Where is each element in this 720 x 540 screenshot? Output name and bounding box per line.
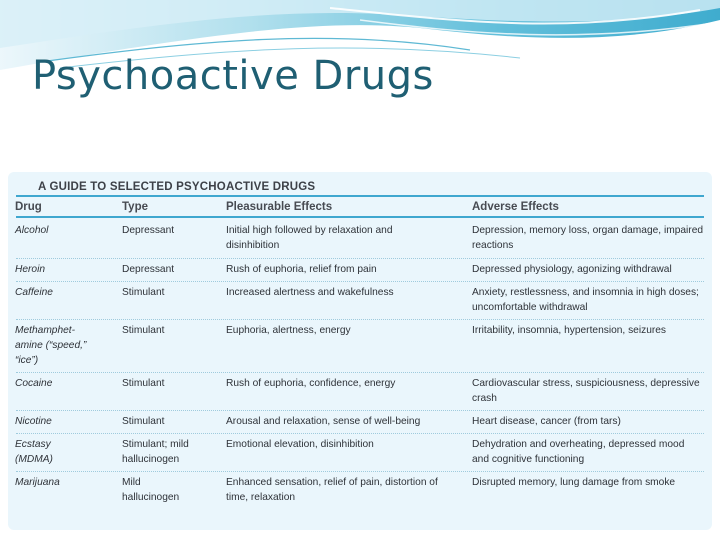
row-divider bbox=[16, 281, 704, 282]
cell-type: Stimulant bbox=[122, 325, 165, 336]
row-divider bbox=[16, 319, 704, 320]
cell-pleasurable-effects: Enhanced sensation, relief of pain, distortion of time, relaxation bbox=[226, 477, 438, 503]
cell-drug: Methamphet- amine (“speed,” “ice”) bbox=[15, 325, 87, 366]
cell-pleasurable-effects: Emotional elevation, disinhibition bbox=[226, 439, 374, 450]
cell-drug: Heroin bbox=[15, 264, 46, 275]
column-header-type: Type bbox=[122, 201, 148, 213]
cell-type: Depressant bbox=[122, 225, 175, 236]
cell-drug: Marijuana bbox=[15, 477, 60, 488]
row-divider bbox=[16, 372, 704, 373]
cell-pleasurable-effects: Rush of euphoria, relief from pain bbox=[226, 264, 377, 275]
cell-adverse-effects: Dehydration and overheating, depressed mood and cognitive functioning bbox=[472, 439, 685, 465]
cell-type: Stimulant bbox=[122, 416, 165, 427]
cell-adverse-effects: Irritability, insomnia, hypertension, seizures bbox=[472, 325, 667, 336]
cell-drug: Cocaine bbox=[15, 378, 53, 389]
row-divider bbox=[16, 471, 704, 472]
cell-drug: Nicotine bbox=[15, 416, 52, 427]
drug-table bbox=[8, 172, 712, 530]
cell-pleasurable-effects: Euphoria, alertness, energy bbox=[226, 325, 351, 336]
cell-drug: Caffeine bbox=[15, 287, 53, 298]
cell-type: Stimulant; mild hallucinogen bbox=[122, 439, 189, 465]
cell-adverse-effects: Disrupted memory, lung damage from smoke bbox=[472, 477, 676, 488]
cell-pleasurable-effects: Rush of euphoria, confidence, energy bbox=[226, 378, 396, 389]
cell-pleasurable-effects: Increased alertness and wakefulness bbox=[226, 287, 394, 298]
cell-adverse-effects: Heart disease, cancer (from tars) bbox=[472, 416, 621, 427]
cell-drug: Alcohol bbox=[15, 225, 49, 236]
column-header-pleasurable-effects: Pleasurable Effects bbox=[226, 201, 333, 213]
row-divider bbox=[16, 410, 704, 411]
header-rule bbox=[16, 216, 704, 218]
cell-adverse-effects: Depression, memory loss, organ damage, impaired reactions bbox=[472, 225, 704, 251]
cell-pleasurable-effects: Initial high followed by relaxation and disinhibition bbox=[226, 225, 393, 251]
column-header-adverse-effects: Adverse Effects bbox=[472, 201, 559, 213]
row-divider bbox=[16, 433, 704, 434]
column-header-drug: Drug bbox=[15, 201, 42, 213]
row-divider bbox=[16, 258, 704, 259]
table-top-rule bbox=[16, 195, 704, 197]
cell-pleasurable-effects: Arousal and relaxation, sense of well-being bbox=[226, 416, 421, 427]
cell-adverse-effects: Anxiety, restlessness, and insomnia in high doses; uncomfortable withdrawal bbox=[472, 287, 699, 313]
cell-adverse-effects: Cardiovascular stress, suspiciousness, depressive crash bbox=[472, 378, 700, 404]
cell-drug: Ecstasy (MDMA) bbox=[15, 439, 53, 465]
cell-type: Stimulant bbox=[122, 287, 165, 298]
table-heading: A GUIDE TO SELECTED PSYCHOACTIVE DRUGS bbox=[38, 181, 316, 193]
cell-type: Stimulant bbox=[122, 378, 165, 389]
cell-type: Depressant bbox=[122, 264, 175, 275]
cell-adverse-effects: Depressed physiology, agonizing withdrawal bbox=[472, 264, 672, 275]
cell-type: Mild hallucinogen bbox=[122, 477, 180, 503]
slide-title: Psychoactive Drugs bbox=[32, 53, 434, 99]
